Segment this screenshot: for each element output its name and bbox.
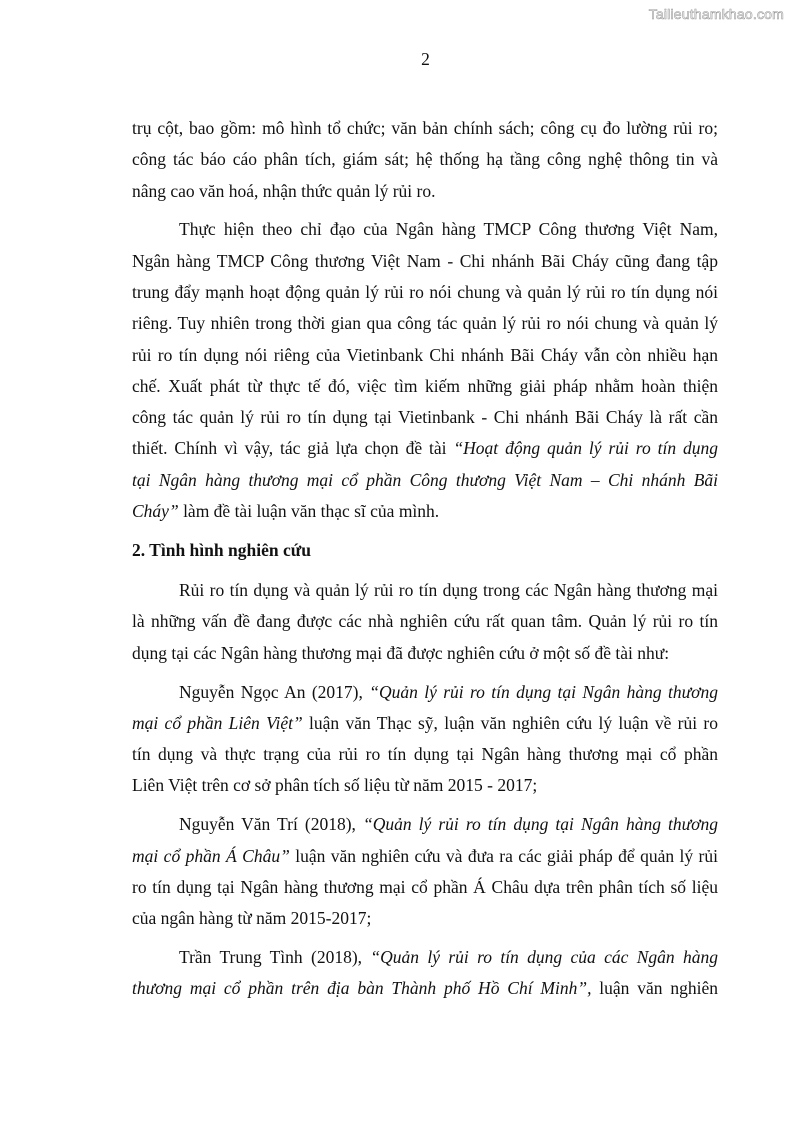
text-line	[132, 246, 718, 277]
text-line	[132, 465, 718, 496]
text-run: luận văn nghiên cứu và đưa ra các giải pháp để quản lý rủi	[289, 845, 718, 866]
text-line	[132, 371, 718, 402]
text-run: nâng cao văn hoá, nhận thức quản lý rủi ro.	[132, 180, 436, 201]
text-run: tín dụng và thực trạng của rủi ro tín dụng tại Ngân hàng thương mại cổ phần	[132, 744, 718, 765]
paragraph	[132, 113, 718, 207]
watermark: Tailieuthamkhao.com	[648, 6, 784, 22]
text-line	[132, 872, 718, 903]
text-line	[132, 575, 718, 606]
section-intro	[132, 113, 718, 527]
text-line	[132, 677, 718, 708]
text-run: Nguyễn Văn Trí (2018),	[179, 814, 363, 835]
text-run: ro tín dụng tại Ngân hàng thương mại cổ phần Á Châu dựa trên phân tích số liệu	[132, 876, 718, 897]
text-run: Liên Việt trên cơ sở phân tích số liệu từ năm 2015 - 2017;	[132, 775, 538, 796]
italic-title-text: “Hoạt động quản lý rủi ro tín dụng	[453, 438, 718, 459]
text-run: Thực hiện theo chỉ đạo của Ngân hàng TMCP Công thương Việt Nam,	[179, 219, 718, 240]
text-run: công tác quản lý rủi ro tín dụng tại Vietinbank - Chi nhánh Bãi Cháy là rất cần	[132, 407, 718, 428]
text-run: làm đề tài luận văn thạc sĩ của mình.	[178, 501, 440, 522]
text-line	[132, 176, 718, 207]
text-run: Nguyễn Ngọc An (2017),	[179, 681, 370, 702]
text-line	[132, 638, 718, 669]
paragraph	[132, 809, 718, 934]
document-body	[132, 113, 718, 1012]
text-line	[132, 809, 718, 840]
text-line	[132, 973, 718, 1004]
text-run: rủi ro tín dụng nói riêng của Vietinbank Chi nhánh Bãi Cháy vẫn còn nhiều hạn	[132, 344, 718, 365]
text-line	[132, 113, 718, 144]
text-line	[132, 214, 718, 245]
text-run: thiết. Chính vì vậy, tác giả lựa chọn đề tài	[132, 438, 454, 459]
italic-title-text: “Quản lý rủi ro tín dụng tại Ngân hàng thương	[362, 814, 718, 835]
text-run: của ngân hàng từ năm 2015-2017;	[132, 908, 372, 929]
text-line	[132, 770, 718, 801]
italic-title-text: mại cổ phần Á Châu”	[132, 845, 290, 866]
text-line	[132, 841, 718, 872]
text-run: trụ cột, bao gồm: mô hình tổ chức; văn bản chính sách; công cụ đo lường rủi ro;	[132, 118, 718, 138]
text-line	[132, 340, 718, 371]
text-run: luận văn nghiên	[591, 978, 718, 999]
text-line	[132, 942, 718, 973]
text-line	[132, 144, 718, 175]
text-run: trung đẩy mạnh hoạt động quản lý rủi ro nói chung và quản lý rủi ro tín dụng nói	[132, 281, 718, 302]
text-run: dụng tại các Ngân hàng thương mại đã được nghiên cứu ở một số đề tài như:	[132, 642, 670, 663]
text-line	[132, 606, 718, 637]
text-run: riêng. Tuy nhiên trong thời gian qua công tác quản lý rủi ro nói chung và quản lý	[132, 313, 718, 334]
text-line	[132, 739, 718, 770]
paragraph	[132, 214, 718, 527]
italic-title-text: “Quản lý rủi ro tín dụng của các Ngân hàng	[370, 946, 718, 967]
italic-title-text: mại cổ phần Liên Việt”	[132, 712, 303, 733]
italic-title-text: “Quản lý rủi ro tín dụng tại Ngân hàng thương	[369, 681, 718, 702]
paragraph	[132, 942, 718, 1005]
text-run: công tác báo cáo phân tích, giám sát; hệ thống hạ tầng công nghệ thông tin và	[132, 149, 718, 170]
text-run: Ngân hàng TMCP Công thương Việt Nam - Chi nhánh Bãi Cháy cũng đang tập	[132, 250, 718, 271]
italic-title-text: tại Ngân hàng thương mại cổ phần Công thương Việt Nam – Chi nhánh Bãi	[132, 469, 718, 490]
paragraph	[132, 575, 718, 669]
text-line	[132, 708, 718, 739]
section-heading: 2. Tình hình nghiên cứu	[132, 539, 311, 560]
italic-title-text: thương mại cổ phần trên địa bàn Thành phố Hồ Chí Minh”,	[132, 978, 592, 999]
text-run: chế. Xuất phát từ thực tế đó, việc tìm kiếm những giải pháp nhằm hoàn thiện	[132, 375, 718, 396]
text-line	[132, 433, 718, 464]
text-line	[132, 903, 718, 934]
italic-title-text: Cháy”	[132, 501, 179, 522]
text-run: là những vấn đề đang được các nhà nghiên cứu rất quan tâm. Quản lý rủi ro tín	[132, 611, 718, 632]
text-run: luận văn Thạc sỹ, luận văn nghiên cứu lý luận về rủi ro	[302, 712, 718, 733]
text-line	[132, 496, 718, 527]
text-line	[132, 277, 718, 308]
text-line	[132, 308, 718, 339]
text-run: Trần Trung Tình (2018),	[179, 946, 371, 967]
text-line	[132, 402, 718, 433]
section-research-status	[132, 575, 718, 1004]
text-run: Rủi ro tín dụng và quản lý rủi ro tín dụng trong các Ngân hàng thương mại	[179, 580, 718, 601]
paragraph	[132, 677, 718, 802]
page-number: 2	[421, 49, 430, 69]
